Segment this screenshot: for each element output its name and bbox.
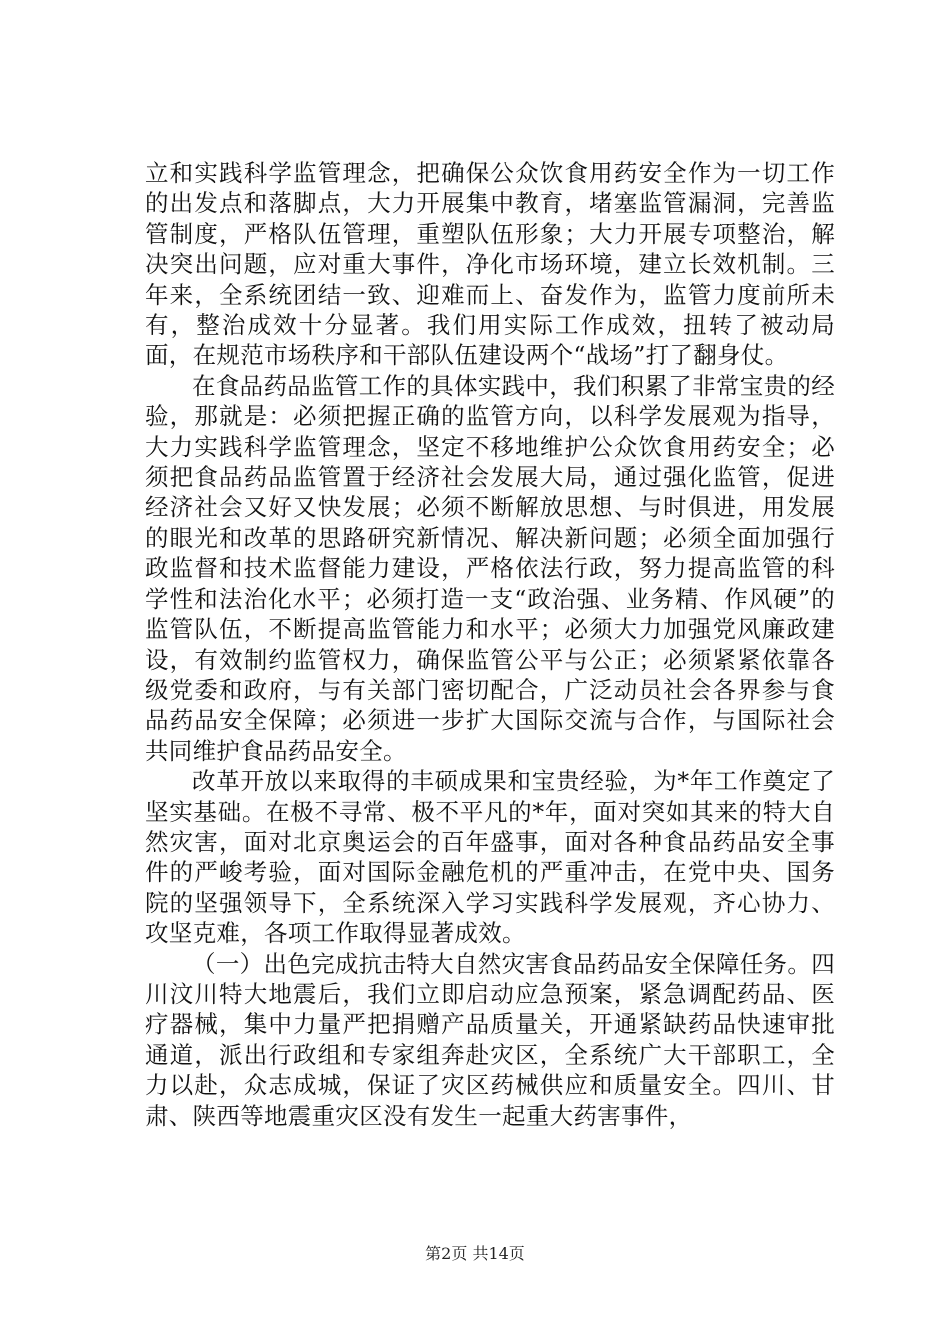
- document-body: [145, 158, 835, 1131]
- paragraph-continuation: 立和实践科学监管理念，把确保公众饮食用药安全作为一切工作的出发点和落脚点，大力开展集中教育，堵塞监管漏洞，完善监管制度，严格队伍管理，重塑队伍形象；大力开展专项整治，解决突出问题，应对重大事件，净化市场环境，建立长效机制。三年来，全系统团结一致、迎难而上、奋发作为，监管力度前所未有，整治成效十分显著。我们用实际工作成效，扭转了被动局面，在规范市场秩序和干部队伍建设两个“战场”打了翻身仗。: [145, 159, 835, 370]
- paragraph-achievements: 改革开放以来取得的丰硕成果和宝贵经验，为*年工作奠定了坚实基础。在极不寻常、极不平凡的*年，面对突如其来的特大自然灾害，面对北京奥运会的百年盛事，面对各种食品药品安全事件的严峻考验，面对国际金融危机的严重冲击，在党中央、国务院的坚强领导下，全系统深入学习实践科学发展观，齐心协力、攻坚克难，各项工作取得显著成效。: [145, 767, 835, 948]
- paragraph-section-one: （一）出色完成抗击特大自然灾害食品药品安全保障任务。四川汶川特大地震后，我们立即启动应急预案，紧急调配药品、医疗器械，集中力量严把捐赠产品质量关，开通紧缺药品快速审批通道，派出行政组和专家组奔赴灾区，全系统广大干部职工，全力以赴，众志成城，保证了灾区药械供应和质量安全。四川、甘肃、陕西等地震重灾区没有发生一起重大药害事件，: [145, 949, 835, 1130]
- paragraph-experience: 在食品药品监管工作的具体实践中，我们积累了非常宝贵的经验，那就是：必须把握正确的监管方向，以科学发展观为指导，大力实践科学监管理念，坚定不移地维护公众饮食用药安全；必须把食品药品监管置于经济社会发展大局，通过强化监管，促进经济社会又好又快发展；必须不断解放思想、与时俱进，用发展的眼光和改革的思路研究新情况、解决新问题；必须全面加强行政监督和技术监督能力建设，严格依法行政，努力提高监管的科学性和法治化水平；必须打造一支“政治强、业务精、作风硬”的监管队伍，不断提高监管能力和水平；必须大力加强党风廉政建设，有效制约监管权力，确保监管公平与公正；必须紧紧依靠各级党委和政府，与有关部门密切配合，广泛动员社会各界参与食品药品安全保障；必须进一步扩大国际交流与合作，与国际社会共同维护食品药品安全。: [145, 371, 835, 765]
- page-footer: 第2页 共14页: [425, 1244, 525, 1263]
